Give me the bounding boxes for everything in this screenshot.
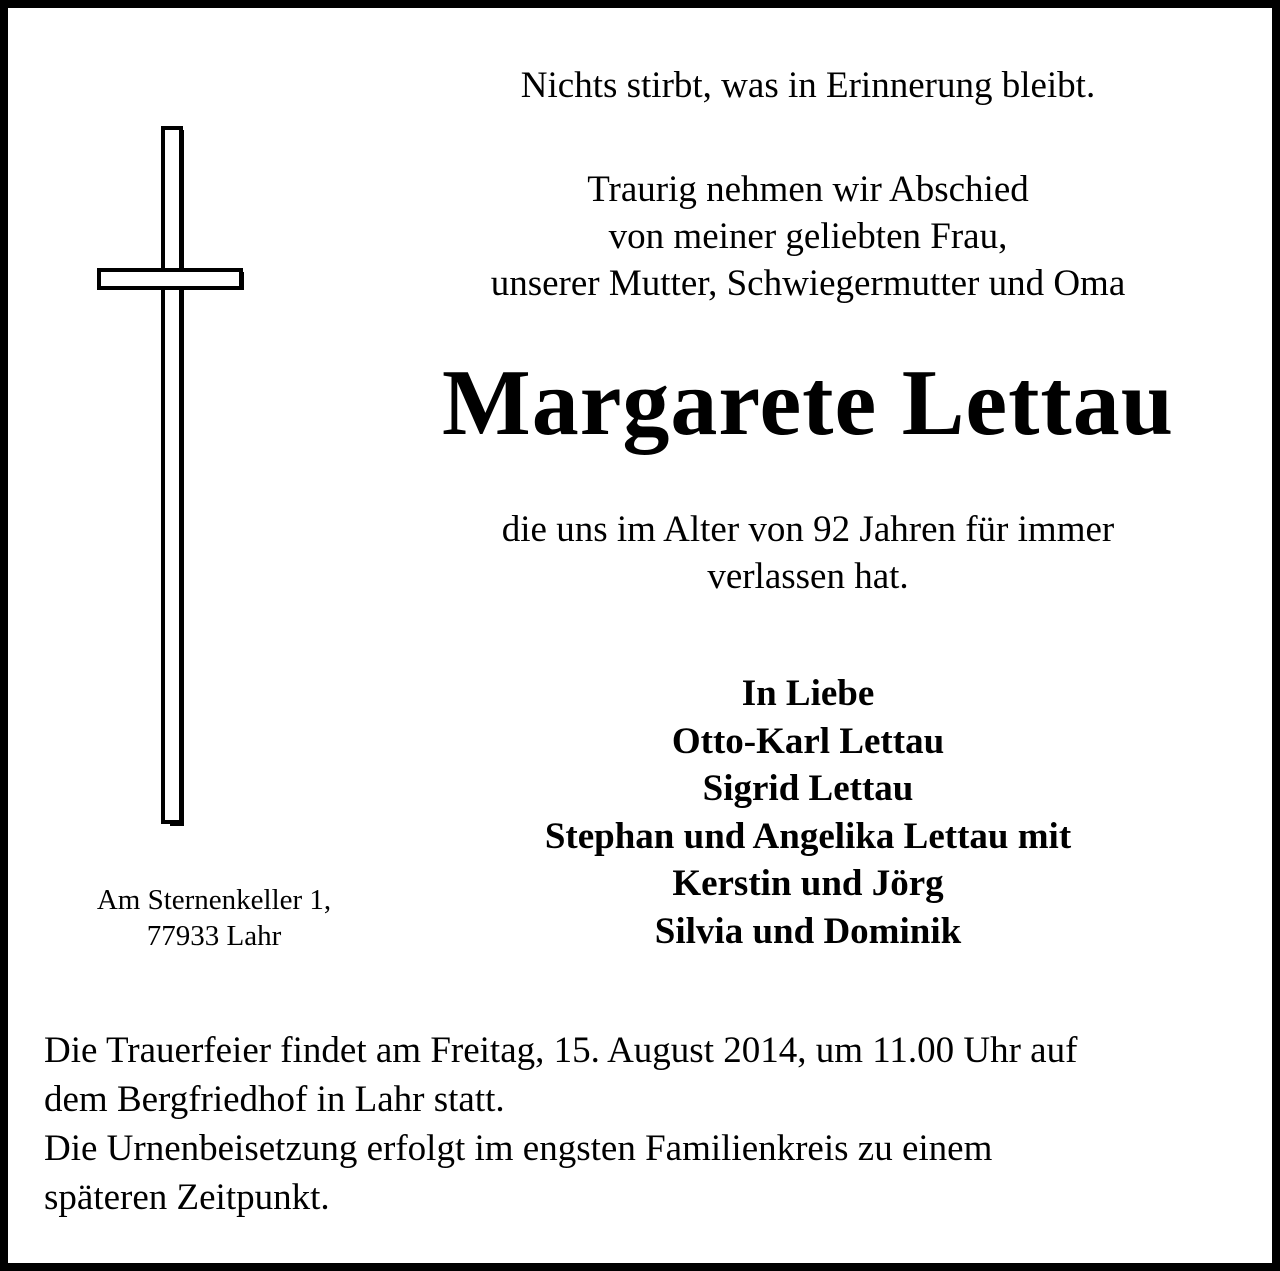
- age-text: [388, 506, 1228, 600]
- signer-line: Sigrid Lettau: [702, 768, 914, 809]
- ceremony-line: dem Bergfriedhof in Lahr statt.: [44, 1079, 505, 1120]
- address-street: Am Sternenkeller 1,: [96, 884, 332, 916]
- ceremony-line: Die Urnenbeisetzung erfolgt im engsten Familienkreis zu einem: [44, 1128, 993, 1169]
- address-block: [48, 882, 380, 954]
- signer-line: In Liebe: [741, 673, 875, 714]
- signer-line: Otto-Karl Lettau: [671, 720, 945, 762]
- deceased-name: Margarete Lettau: [441, 351, 1174, 455]
- ceremony-line: Die Trauerfeier findet am Freitag, 15. August 2014, um 11.00 Uhr auf: [44, 1030, 1078, 1071]
- signer-line: Stephan und Angelika Lettau mit: [544, 815, 1072, 857]
- cross-icon: [96, 126, 248, 828]
- intro-line: Traurig nehmen wir Abschied: [587, 169, 1029, 210]
- age-line: verlassen hat.: [707, 556, 909, 597]
- intro-line: von meiner geliebten Frau,: [608, 216, 1008, 257]
- signers-block: [388, 670, 1228, 955]
- intro-line: unserer Mutter, Schwiegermutter und Oma: [490, 263, 1126, 304]
- signer-line: Kerstin und Jörg: [672, 863, 944, 904]
- ceremony-line: späteren Zeitpunkt.: [44, 1177, 330, 1218]
- age-line: die uns im Alter von 92 Jahren für immer: [501, 509, 1115, 550]
- motto: Nichts stirbt, was in Erinnerung bleibt.: [520, 65, 1096, 106]
- signer-line: Silvia und Dominik: [654, 910, 962, 952]
- address-city: 77933 Lahr: [146, 920, 282, 952]
- ceremony-info: [44, 1026, 1264, 1222]
- intro-text: [388, 166, 1228, 307]
